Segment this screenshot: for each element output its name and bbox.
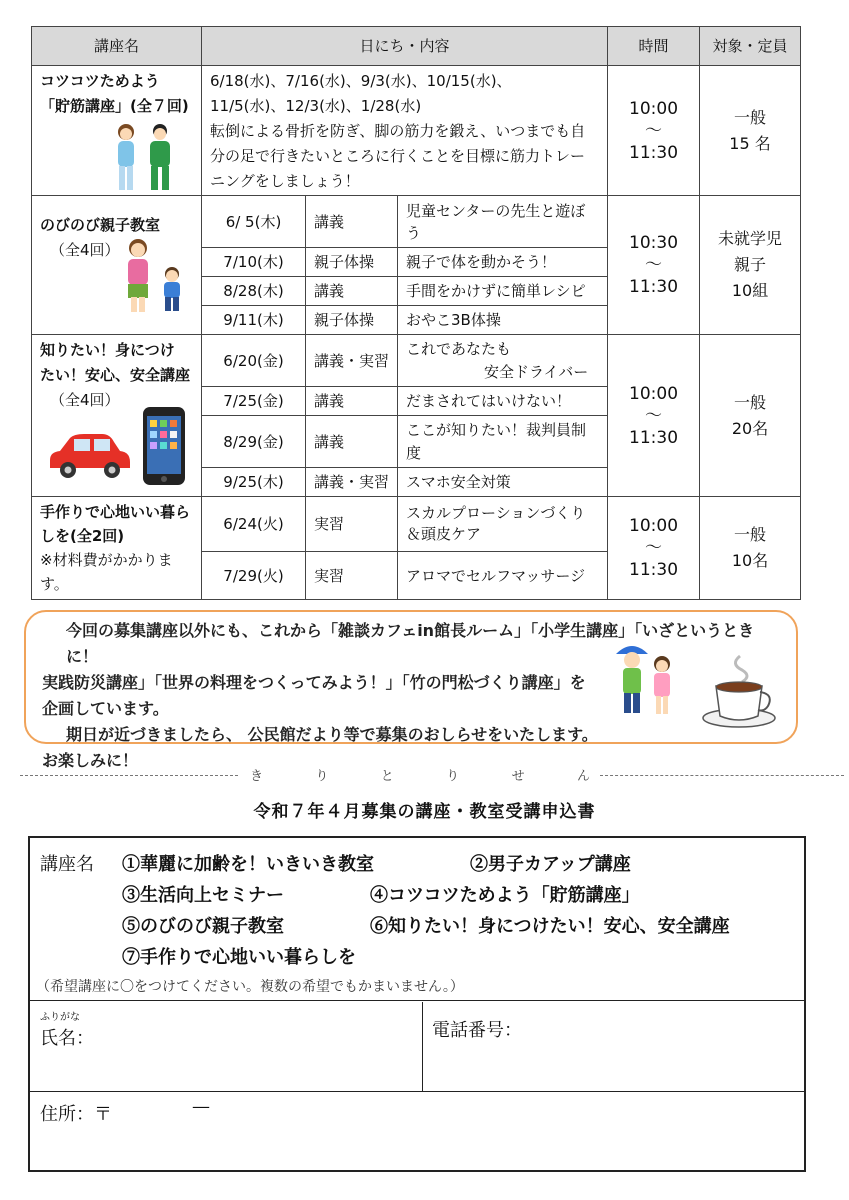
capacity: 15 名 — [729, 133, 771, 153]
session-type: 実習 — [306, 497, 398, 552]
coffee-cup-illustration — [700, 652, 778, 732]
cut-char: ん — [576, 769, 590, 784]
phone-label: 電話番号： — [432, 1020, 522, 1041]
notice-line: お楽しみに！ — [42, 751, 139, 770]
target-cell — [700, 497, 801, 600]
course-name: たい！安心、安全講座 — [40, 366, 191, 384]
capacity: 20名 — [731, 418, 769, 438]
content-line: 転倒による骨折を防ぎ、脚の筋力を鍛え、いつまでも自 — [210, 122, 586, 140]
time-cell — [608, 335, 700, 497]
time-tilde: ～ — [645, 255, 663, 275]
course-count: （全4回） — [50, 241, 120, 259]
address-label: 住所：〒 — [40, 1104, 112, 1125]
session-topic: だまされてはいけない！ — [398, 387, 608, 416]
time-tilde: ～ — [645, 120, 663, 141]
session-topic — [398, 335, 608, 387]
course-count: （全4回） — [50, 391, 120, 409]
target-cell — [700, 196, 801, 335]
course-name-cell — [32, 497, 202, 600]
start-time: 10:00 — [629, 383, 679, 404]
car-illustration — [44, 430, 132, 480]
session-type: 講義・実習 — [306, 468, 398, 497]
course-label: 講座名 — [40, 854, 94, 875]
session-date: 8/29(金) — [202, 416, 306, 468]
start-time: 10:00 — [629, 98, 679, 119]
session-date: 7/29(火) — [202, 552, 306, 600]
session-date: 8/28(木) — [202, 277, 306, 306]
header-course: 講座名 — [32, 27, 202, 66]
course-option-2[interactable]: ②男子カアップ講座 — [470, 854, 631, 875]
session-date: 6/24(火) — [202, 497, 306, 552]
start-time: 10:00 — [629, 516, 679, 536]
course-name: しを(全2回) — [40, 527, 125, 545]
course-name: コツコツためよう — [40, 72, 160, 90]
table-header-row — [32, 27, 801, 66]
session-topic: 親子で体を動かそう！ — [398, 248, 608, 277]
cut-line-left — [20, 775, 238, 776]
session-date: 6/ 5(木) — [202, 196, 306, 248]
session-date: 7/25(金) — [202, 387, 306, 416]
session-type: 講義 — [306, 277, 398, 306]
course-option-1[interactable]: ①華麗に加齢を！いきいき教室 — [122, 854, 374, 875]
session-type: 講義 — [306, 387, 398, 416]
session-type: 講義 — [306, 416, 398, 468]
target-audience: 一般 — [734, 525, 767, 544]
end-time: 11:30 — [629, 560, 679, 580]
notice-line: 実践防災講座」「世界の料理をつくってみよう！」「竹の門松づくり講座」を — [42, 673, 586, 692]
header-time: 時間 — [608, 27, 700, 66]
course-note: ※材料費がかかりま — [40, 551, 173, 569]
session-type: 親子体操 — [306, 248, 398, 277]
content-line: 分の足で行きたいところに行くことを目標に筋力トレー — [210, 147, 586, 165]
course-note: す。 — [40, 575, 69, 593]
cut-char: り — [446, 769, 460, 784]
course-name: のびのび親子教室 — [40, 216, 161, 234]
time-tilde: ～ — [645, 538, 663, 558]
session-date: 9/25(木) — [202, 468, 306, 497]
notice-line: 企画しています。 — [42, 699, 169, 718]
name-label: 氏名： — [40, 1028, 94, 1049]
time-cell — [608, 497, 700, 600]
course-option-7[interactable]: ⑦手作りで心地いい暮らしを — [122, 947, 356, 968]
course-option-5[interactable]: ⑤のびのび親子教室 — [122, 916, 284, 937]
target-cell — [700, 66, 801, 196]
session-topic-line: これであなたも — [406, 339, 512, 358]
time-tilde: ～ — [645, 405, 663, 426]
content-line: ニングをしましょう！ — [210, 172, 360, 190]
name-field[interactable] — [120, 1016, 410, 1056]
content-line: 11/5(水)、12/3(水)、1/28(水) — [210, 97, 422, 115]
end-time: 11:30 — [629, 427, 679, 448]
cut-char: き — [250, 769, 264, 784]
start-time: 10:30 — [629, 233, 679, 253]
notice-line: 今回の募集講座以外にも、これから「雑談カフェin館長ルーム」「小学生講座」「いざというときに！ — [66, 621, 755, 666]
end-time: 11:30 — [629, 142, 679, 163]
session-type: 講義・実習 — [306, 335, 398, 387]
session-topic-line: 安全ドライバー — [484, 362, 589, 381]
session-type: 親子体操 — [306, 306, 398, 335]
course-content-cell — [202, 66, 608, 196]
cut-char: と — [380, 769, 394, 784]
target-cell — [700, 335, 801, 497]
table-row — [32, 497, 801, 552]
session-topic: スマホ安全対策 — [398, 468, 608, 497]
phone-field[interactable] — [540, 1010, 790, 1050]
session-topic: おやこ3B体操 — [398, 306, 608, 335]
target-audience: 一般 — [734, 107, 767, 127]
course-option-6[interactable]: ⑥知りたい！身につけたい！安心、安全講座 — [370, 916, 730, 937]
table-row — [32, 335, 801, 387]
session-date: 7/10(木) — [202, 248, 306, 277]
application-form — [28, 836, 806, 1172]
content-line: 6/18(水)、7/16(水)、9/3(水)、10/15(水)、 — [210, 72, 512, 90]
session-type: 講義 — [306, 196, 398, 248]
exercising-couple-illustration — [104, 120, 184, 194]
header-content: 日にち・内容 — [202, 27, 608, 66]
session-topic: スカルプローションづくり＆頭皮ケア — [398, 497, 608, 552]
children-illustration — [612, 640, 682, 726]
divider — [30, 1000, 804, 1001]
session-topic: ここが知りたい！裁判員制度 — [398, 416, 608, 468]
selection-note: （希望講座に〇をつけてください。複数の希望でもかまいません。） — [36, 979, 464, 995]
divider — [30, 1091, 804, 1092]
smartphone-illustration — [142, 406, 186, 486]
course-name: 「貯筋講座」(全７回) — [40, 97, 189, 115]
end-time: 11:30 — [629, 277, 679, 297]
session-topic: 児童センターの先生と遊ぼう — [398, 196, 608, 248]
session-date: 9/11(木) — [202, 306, 306, 335]
target-audience: 親子 — [734, 255, 767, 274]
divider — [422, 1002, 423, 1092]
target-audience: 一般 — [734, 392, 767, 412]
capacity: 10名 — [731, 551, 769, 570]
session-topic: アロマでセルフマッサージ — [398, 552, 608, 600]
address-field[interactable] — [120, 1096, 790, 1162]
course-name: 知りたい！身につけ — [40, 341, 175, 359]
postal-dash: — — [192, 1096, 210, 1117]
cut-char: り — [315, 769, 329, 784]
cut-label — [250, 765, 590, 784]
header-target: 対象・定員 — [700, 27, 801, 66]
session-date: 6/20(金) — [202, 335, 306, 387]
course-name: 手作りで心地いい暮ら — [40, 503, 191, 521]
parent-child-illustration — [114, 236, 196, 314]
session-topic: 手間をかけずに簡単レシピ — [398, 277, 608, 306]
session-type: 実習 — [306, 552, 398, 600]
notice-line: 期日が近づきましたら、 公民館だより等で募集のおしらせをいたします。 — [66, 725, 598, 744]
cut-line-right — [600, 775, 844, 776]
furigana-label: ふりがな — [40, 1012, 80, 1023]
course-option-3[interactable]: ③生活向上セミナー — [122, 885, 284, 906]
time-cell — [608, 196, 700, 335]
capacity: 10組 — [731, 281, 769, 300]
time-cell — [608, 66, 700, 196]
target-audience: 未就学児 — [718, 229, 783, 248]
form-title: 令和７年４月募集の講座・教室受講申込書 — [253, 802, 596, 822]
course-option-4[interactable]: ④コツコツためよう「貯筋講座」 — [370, 885, 640, 906]
cut-char: せ — [511, 769, 525, 784]
